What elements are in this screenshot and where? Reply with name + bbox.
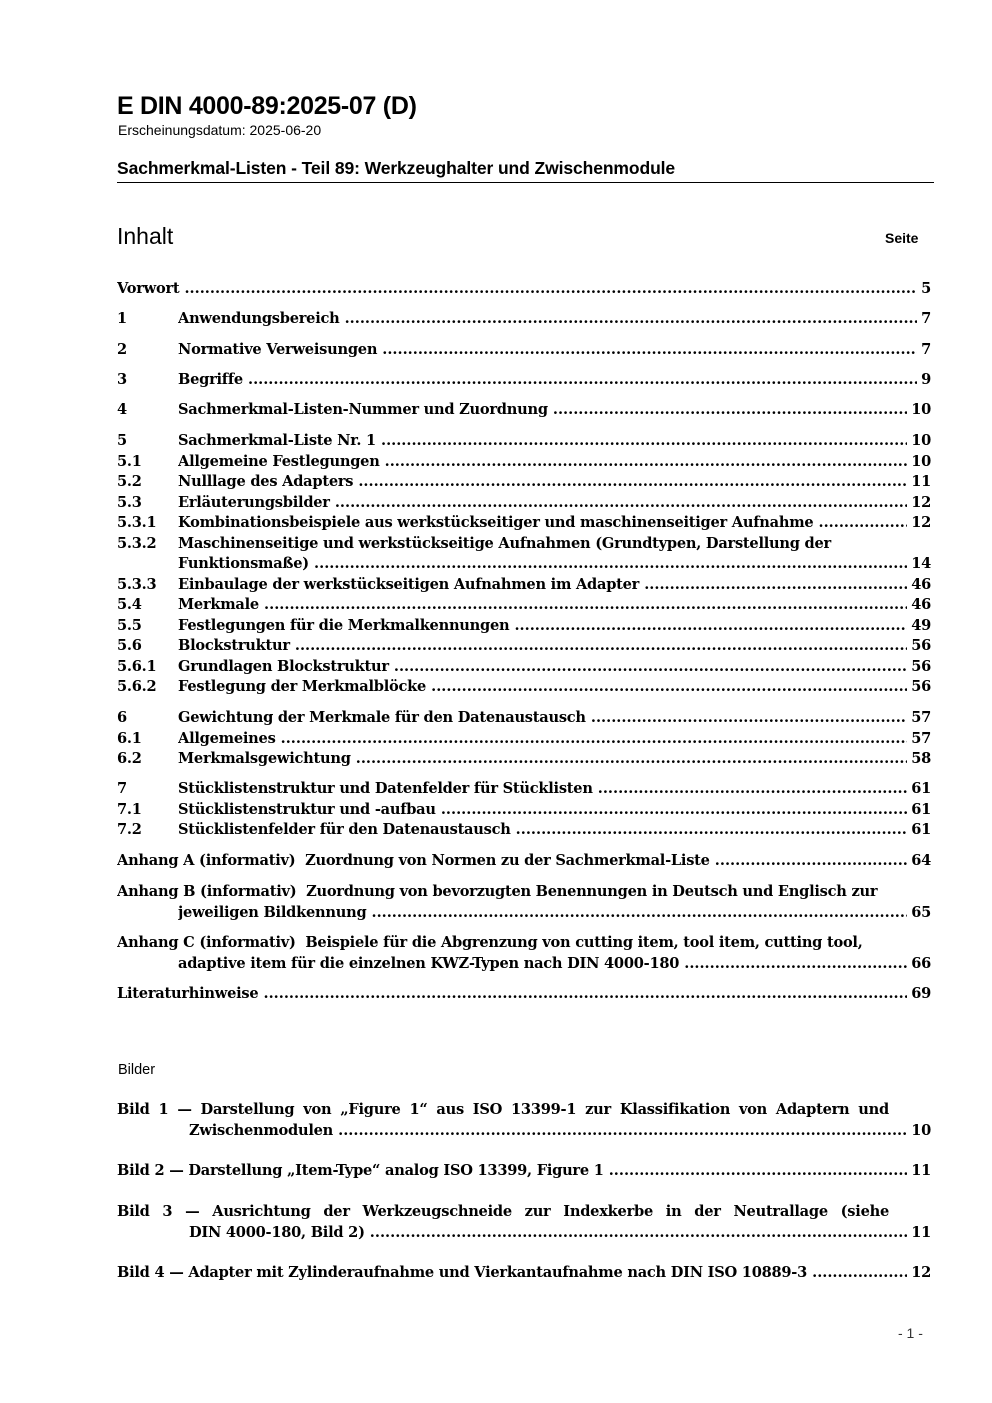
toc-entry-text: Vorwort ..... — [117, 279, 931, 300]
toc-entry-page: 5 — [917, 279, 931, 300]
toc-entry-page: 64 — [907, 851, 931, 872]
toc-entry-3[interactable] — [117, 370, 931, 391]
toc-entry-page: 9 — [917, 370, 931, 391]
toc-entry-number: 5.3 — [117, 493, 142, 511]
toc-entry-page: 10 — [907, 452, 931, 473]
toc-entry-text: Allgemeines ..... — [178, 729, 931, 750]
figure-entry-page: 12 — [907, 1263, 931, 1284]
toc-entry-number: 5.6 — [117, 637, 142, 654]
toc-entry-5-2[interactable] — [117, 472, 931, 493]
toc-entry-text: Festlegung der Merkmalblöcke ..... — [178, 677, 931, 698]
toc-entry-text: Nulllage des Adapters ..... — [178, 472, 931, 493]
toc-entry-5-6-2[interactable] — [117, 677, 931, 698]
toc-entry-literatur[interactable] — [117, 984, 931, 1005]
toc-entry-5-1[interactable] — [117, 452, 931, 473]
figure-entry-page: 11 — [907, 1223, 931, 1244]
toc-entry-text: Grundlagen Blockstruktur ..... — [178, 657, 931, 678]
toc-entry-number: 7.1 — [117, 800, 142, 818]
figure-entry-4[interactable] — [117, 1263, 931, 1284]
toc-entry-2[interactable] — [117, 340, 931, 361]
toc-entry-text: Beispiele für die Abgrenzung von cutting item, tool item, cutting tool, — [305, 934, 863, 951]
toc-entry-text: Stücklistenfelder für den Datenaustausch ..... — [178, 820, 931, 841]
toc-entry-number: 6.1 — [117, 729, 142, 747]
toc-entry-5-3-3[interactable] — [117, 575, 931, 596]
toc-entry-page: 56 — [907, 657, 931, 678]
toc-entry-5-3-1[interactable] — [117, 513, 931, 534]
toc-entry-number: 6.2 — [117, 750, 142, 767]
toc-entry-page: 12 — [907, 513, 931, 534]
toc-entry-page: 57 — [907, 708, 931, 729]
toc-entry-text: Zuordnung von bevorzugten Benennungen in Deutsch und Englisch zur — [306, 883, 878, 900]
toc-entry-number: 6 — [117, 709, 127, 726]
toc-entry-page: 49 — [907, 616, 931, 637]
figure-entry-2[interactable] — [117, 1161, 931, 1182]
toc-entry-text: Normative Verweisungen ..... — [178, 340, 931, 361]
toc-entry-page: 61 — [907, 800, 931, 821]
figure-entry-text: Bild 4 — Adapter mit Zylinderaufnahme und Vierkantaufnahme nach DIN ISO 10889-3 ..... — [117, 1263, 931, 1284]
toc-entry-number: 4 — [117, 401, 127, 418]
toc-entry-page: 56 — [907, 636, 931, 657]
toc-entry-6[interactable] — [117, 708, 931, 729]
toc-entry-5[interactable] — [117, 431, 931, 452]
toc-entry-number: 5.3.3 — [117, 575, 157, 593]
figure-entry-page: 11 — [907, 1161, 931, 1182]
toc-entry-text: Zuordnung von Normen zu der Sachmerkmal-Liste — [305, 852, 710, 869]
toc-entry-text: Blockstruktur ..... — [178, 636, 931, 657]
toc-entry-number: 5.3.2 — [117, 534, 157, 552]
toc-entry-7-1[interactable] — [117, 800, 931, 821]
toc-entry-number: 7.2 — [117, 821, 142, 838]
figure-entry-text-cont: DIN 4000-180, Bild 2) ..... — [189, 1223, 931, 1244]
figure-entry-1[interactable] — [117, 1100, 931, 1141]
toc-annex-label: Anhang B (informativ) — [117, 883, 297, 900]
toc-entry-text: Literaturhinweise ..... — [117, 984, 931, 1005]
toc-entry-number: 5.4 — [117, 596, 142, 613]
toc-entry-page: 11 — [907, 472, 931, 493]
toc-entry-1[interactable] — [117, 309, 931, 330]
toc-entry-number: 5.3.1 — [117, 514, 157, 531]
toc-entry-number: 3 — [117, 371, 127, 388]
toc-entry-text: Kombinationsbeispiele aus werkstückseitiger und maschinenseitiger Aufnahme ..... — [178, 513, 931, 534]
toc-entry-7[interactable] — [117, 779, 931, 800]
publication-date: Erscheinungsdatum: 2025-06-20 — [118, 122, 322, 138]
toc-entry-page: 7 — [917, 309, 931, 330]
toc-annex-label: Anhang A (informativ) — [117, 852, 296, 869]
page-number: - 1 - — [898, 1325, 923, 1341]
page-column-heading: Seite — [885, 230, 919, 246]
toc-entry-text: Stücklistenstruktur und Datenfelder für Stücklisten ..... — [178, 779, 931, 800]
toc-entry-number: 5.5 — [117, 616, 142, 634]
toc-entry-page: 46 — [907, 575, 931, 596]
toc-entry-text-cont: Funktionsmaße) ..... — [178, 554, 931, 575]
figure-entry-page: 10 — [907, 1121, 931, 1142]
toc-entry-6-1[interactable] — [117, 729, 931, 750]
toc-entry-5-5[interactable] — [117, 616, 931, 637]
toc-entry-6-2[interactable] — [117, 749, 931, 770]
figure-entry-3[interactable] — [117, 1202, 931, 1243]
toc-entry-text: Gewichtung der Merkmale für den Datenaustausch ..... — [178, 708, 931, 729]
toc-entry-page: 66 — [907, 954, 931, 975]
toc-group-5 — [117, 431, 931, 698]
figure-entry-text: Bild 1 — Darstellung von „Figure 1“ aus ISO 13399-1 zur Klassifikation von Adaptern und — [117, 1101, 889, 1118]
toc-heading: Inhalt — [117, 223, 174, 249]
toc-entry-vorwort[interactable] — [117, 279, 931, 300]
document-id: E DIN 4000-89:2025-07 (D) — [117, 92, 417, 120]
toc-entry-number: 5 — [117, 432, 127, 449]
toc-entry-5-3[interactable] — [117, 493, 931, 514]
toc-entry-text: Merkmale ..... — [178, 595, 931, 616]
toc-entry-text: Allgemeine Festlegungen ..... — [178, 452, 931, 473]
toc-entry-page: 14 — [907, 554, 931, 575]
toc-entry-page: 65 — [907, 903, 931, 924]
toc-entry-number: 5.6.2 — [117, 678, 157, 695]
toc-entry-number: 1 — [117, 310, 127, 327]
title-divider — [117, 182, 934, 183]
toc-entry-page: 61 — [907, 820, 931, 841]
figure-entry-text: Bild 3 — Ausrichtung der Werkzeugschneide zur Indexkerbe in der Neutrallage (siehe — [117, 1203, 889, 1220]
toc-entry-number: 5.2 — [117, 473, 142, 490]
toc-entry-page: 57 — [907, 729, 931, 750]
toc-entry-page: 61 — [907, 779, 931, 800]
toc-entry-5-6-1[interactable] — [117, 657, 931, 678]
toc-entry-number: 2 — [117, 341, 127, 358]
toc-group-6 — [117, 708, 931, 770]
figure-entry-text-cont: Zwischenmodulen ..... — [189, 1121, 931, 1142]
toc-entry-page: 69 — [907, 984, 931, 1005]
toc-entry-annex-c[interactable] — [117, 933, 931, 974]
toc-entry-text: Sachmerkmal-Listen-Nummer und Zuordnung ..... — [178, 400, 931, 421]
toc-entry-5-4[interactable] — [117, 595, 931, 616]
figure-entry-text: Bild 2 — Darstellung „Item-Type“ analog ISO 13399, Figure 1 ..... — [117, 1161, 931, 1182]
toc-entry-5-3-2-cont[interactable] — [117, 554, 931, 575]
toc-annex-label: Anhang C (informativ) — [117, 934, 296, 951]
toc-group-7 — [117, 779, 931, 841]
toc-entry-text: Einbaulage der werkstückseitigen Aufnahmen im Adapter ..... — [178, 575, 931, 596]
toc-entry-text: Maschinenseitige und werkstückseitige Aufnahmen (Grundtypen, Darstellung der — [178, 534, 831, 552]
document-title: Sachmerkmal-Listen - Teil 89: Werkzeughalter und Zwischenmodule — [117, 158, 676, 178]
toc-entry-number: 5.1 — [117, 452, 142, 470]
toc-entry-page: 7 — [917, 340, 931, 361]
toc-entry-text-cont: adaptive item für die einzelnen KWZ-Typen nach DIN 4000-180 ..... — [178, 954, 931, 975]
toc-entry-number: 5.6.1 — [117, 657, 157, 675]
toc-entry-page: 12 — [907, 493, 931, 514]
toc-entry-page: 58 — [907, 749, 931, 770]
toc-entry-annex-b[interactable] — [117, 882, 931, 923]
toc-entry-text: Festlegungen für die Merkmalkennungen ..... — [178, 616, 931, 637]
toc-entry-text: Stücklistenstruktur und -aufbau ..... — [178, 800, 931, 821]
toc-entry-5-6[interactable] — [117, 636, 931, 657]
toc-entry-page: 56 — [907, 677, 931, 698]
toc-entry-text-cont: jeweiligen Bildkennung ..... — [178, 903, 931, 924]
toc-entry-page: 10 — [907, 431, 931, 452]
toc-entry-number: 7 — [117, 780, 127, 797]
toc-entry-5-3-2[interactable] — [117, 534, 931, 555]
toc-entry-annex-a[interactable] — [117, 851, 931, 872]
toc-entry-7-2[interactable] — [117, 820, 931, 841]
toc-entry-page: 10 — [907, 400, 931, 421]
toc-entry-text: Begriffe ..... — [178, 370, 931, 391]
toc-entry-text: Sachmerkmal-Liste Nr. 1 ..... — [178, 431, 931, 452]
figures-heading: Bilder — [118, 1062, 156, 1078]
toc-entry-text: Merkmalsgewichtung ..... — [178, 749, 931, 770]
toc-entry-text: Anwendungsbereich ..... — [178, 309, 931, 330]
toc-entry-4[interactable] — [117, 400, 931, 421]
toc-entry-text: Erläuterungsbilder ..... — [178, 493, 931, 514]
toc-entry-page: 46 — [907, 595, 931, 616]
